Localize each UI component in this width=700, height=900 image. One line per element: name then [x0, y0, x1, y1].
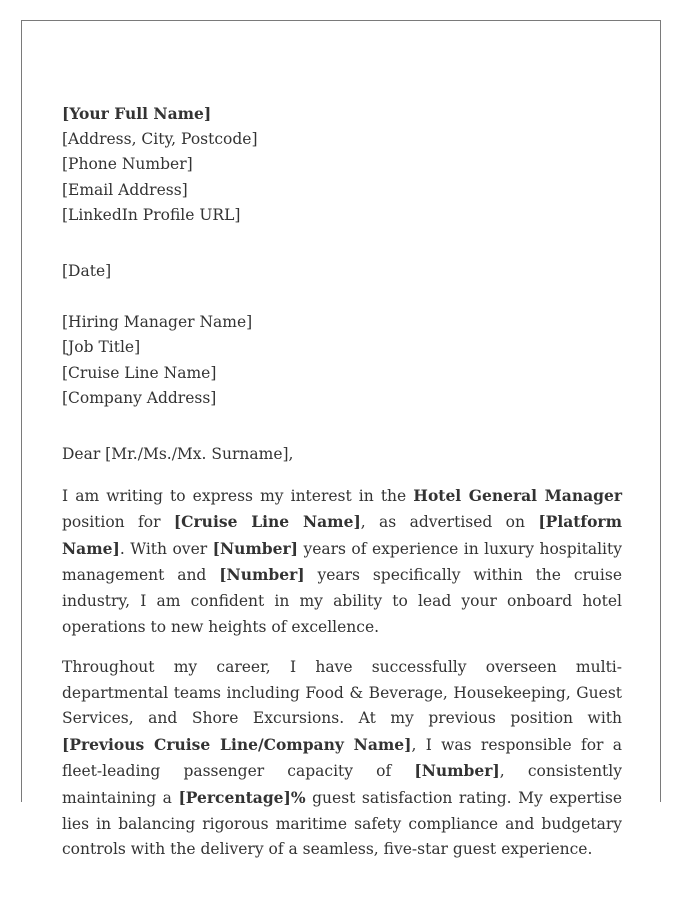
previous-company-placeholder: [Previous Cruise Line/Company Name]	[62, 734, 412, 754]
cruise-line-placeholder: [Cruise Line Name]	[173, 512, 361, 532]
recipient-title: [Job Title]	[62, 338, 141, 357]
platform-placeholder: [Platform Name]	[62, 512, 622, 558]
paragraph-text: . With over	[119, 539, 213, 558]
percentage-placeholder: [Percentage]%	[178, 788, 306, 808]
sender-phone: [Phone Number]	[62, 155, 193, 174]
number-placeholder: [Number]	[219, 565, 305, 585]
position-title: Hotel General Manager	[413, 485, 622, 505]
number-placeholder: [Number]	[212, 538, 298, 558]
sender-address: [Address, City, Postcode]	[62, 129, 258, 148]
paragraph-experience	[62, 655, 622, 863]
paragraph-text: I am writing to express my interest in the	[62, 486, 414, 505]
sender-block	[62, 101, 622, 229]
paragraph-text: Throughout my career, I have successfully overseen multi-departmental teams including Food & Beverage, Housekeeping, Guest Services, and Shore Excursions. At my previous position with	[62, 658, 622, 728]
paragraph-text: , as advertised on	[360, 513, 539, 532]
salutation: Dear [Mr./Ms./Mx. Surname],	[62, 444, 294, 463]
recipient-cruise-line: [Cruise Line Name]	[62, 363, 217, 382]
recipient-block	[62, 310, 622, 412]
letter-date: [Date]	[62, 261, 112, 280]
sender-name: [Your Full Name]	[62, 104, 212, 123]
paragraph-text: position for	[62, 513, 174, 532]
paragraph-text: guest satisfaction rating. My expertise lies in balancing rigorous maritime safety compliance and budgetary controls with the delivery of a seamless, five-star guest experience.	[62, 789, 623, 859]
number-placeholder: [Number]	[414, 761, 500, 781]
letter-page	[21, 20, 661, 859]
paragraph-text: years of experience in luxury hospitality management and	[62, 539, 622, 585]
paragraph-text: , consistently maintaining a	[62, 762, 623, 808]
letter-body	[62, 101, 622, 863]
recipient-address: [Company Address]	[62, 389, 217, 408]
recipient-name: [Hiring Manager Name]	[62, 312, 253, 331]
sender-email: [Email Address]	[62, 180, 188, 199]
sender-linkedin: [LinkedIn Profile URL]	[62, 206, 241, 225]
paragraph-text: years specifically within the cruise industry, I am confident in my ability to lead your onboard hotel operations to new heights of excellence.	[62, 566, 622, 636]
paragraph-text: , I was responsible for a fleet-leading passenger capacity of	[62, 735, 622, 781]
paragraph-intro	[62, 483, 622, 641]
